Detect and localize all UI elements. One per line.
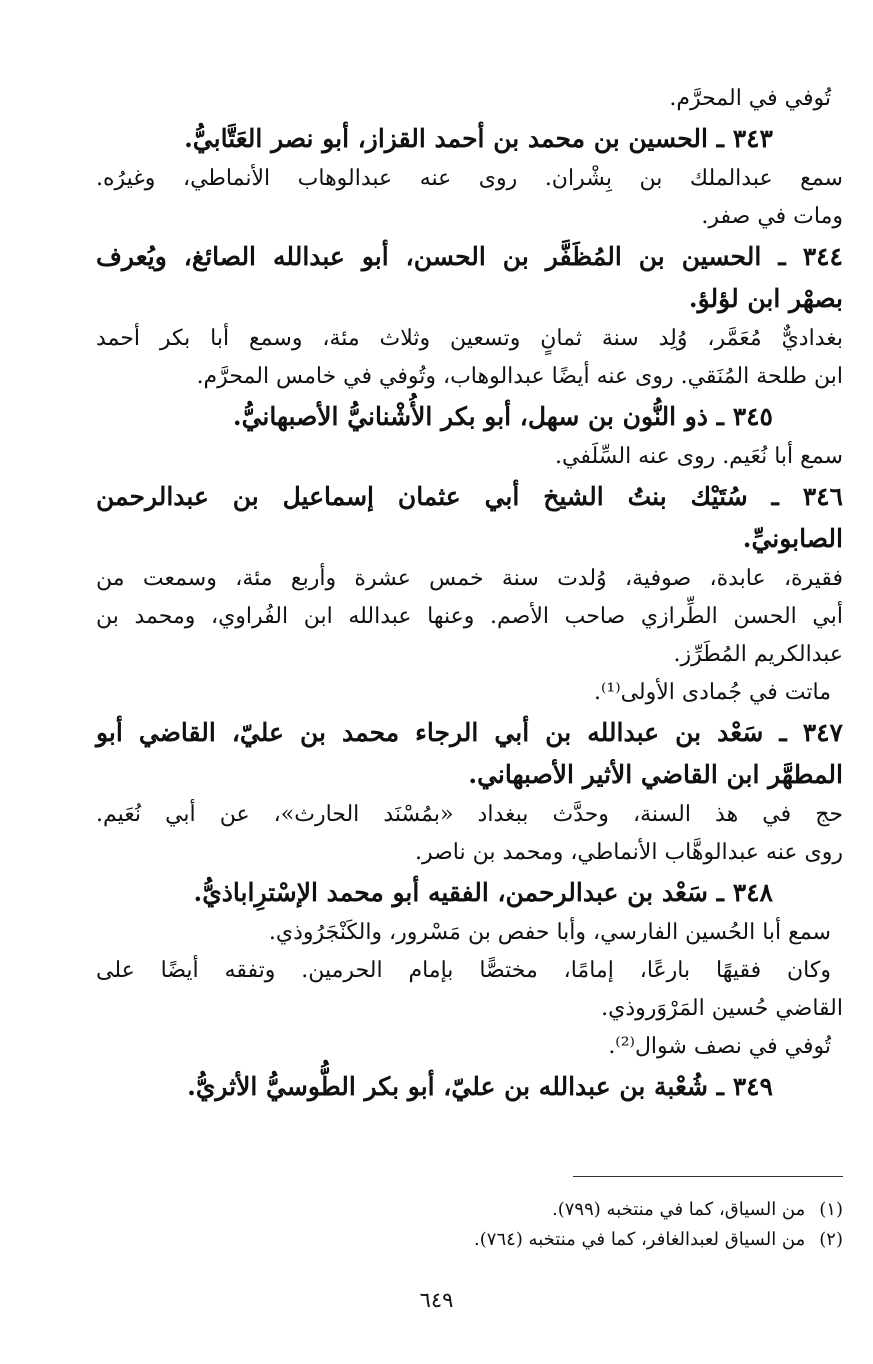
entry-heading-343: ٣٤٣ ـ الحسين بن محمد بن أحمد القزاز، أبو نصر العَتَّابيُّ. bbox=[184, 124, 773, 153]
entry-heading-347: ٣٤٧ ـ سَعْد بن عبدالله بن أبي الرجاء محمد بن عليّ، القاضي أبو bbox=[96, 718, 843, 747]
footnote-1 bbox=[96, 1195, 843, 1225]
text-line: فقيرة، عابدة، صوفية، وُلدت سنة خمس عشرة وأربع مئة، وسمعت من bbox=[96, 566, 843, 591]
text-line: روى عنه عبدالوهَّاب الأنماطي، ومحمد بن ناصر. bbox=[414, 840, 843, 865]
footnote-separator bbox=[573, 1176, 843, 1177]
footnote-number: (١) bbox=[819, 1199, 843, 1220]
footnote-text: من السياق، كما في منتخبه (٧٩٩). bbox=[552, 1199, 806, 1220]
text-line: سمع أبا نُعَيم. روى عنه السِّلَفي. bbox=[555, 444, 843, 469]
text-line: عبدالكريم المُطَرِّز. bbox=[673, 642, 843, 667]
entry-heading-344-cont: بصهْر ابن لؤلؤ. bbox=[688, 284, 843, 313]
text-line: وكان فقيهًا بارعًا، إمامًا، مختصًّا بإمام الحرمين. وتفقه أيضًا على bbox=[96, 958, 831, 983]
text-line: سمع عبدالملك بن بِشْران. روى عنه عبدالوهاب الأنماطي، وغيرُه. bbox=[96, 166, 843, 191]
entry-heading-346-cont: الصابونيِّ. bbox=[742, 524, 843, 553]
entry-heading-348: ٣٤٨ ـ سَعْد بن عبدالرحمن، الفقيه أبو محمد الإسْترِاباذيُّ. bbox=[193, 878, 773, 907]
text-line: حج في هذ السنة، وحدَّث ببغداد «بمُسْنَد الحارث»، عن أبي نُعَيم. bbox=[96, 802, 843, 827]
text-line: بغداديٌّ مُعَمَّر، وُلِد سنة ثمانٍ وتسعين وثلاث مئة، وسمع أبا بكر أحمد bbox=[96, 326, 843, 351]
text-line: سمع أبا الحُسين الفارسي، وأبا حفص بن مَسْرور، والكَنْجَرُوذي. bbox=[268, 920, 831, 945]
text-line: ومات في صفر. bbox=[701, 204, 843, 229]
text-line: تُوفي في نصف شوال⁽²⁾. bbox=[608, 1034, 831, 1059]
page-body bbox=[96, 80, 843, 1108]
text-line: القاضي حُسين المَرْوَروذي. bbox=[601, 996, 843, 1021]
footnote-text: من السياق لعبدالغافر، كما في منتخبه (٧٦٤). bbox=[474, 1229, 806, 1250]
entry-heading-346: ٣٤٦ ـ سُتَيْك بنتُ الشيخ أبي عثمان إسماعيل بن عبدالرحمن bbox=[96, 482, 843, 511]
entry-heading-344: ٣٤٤ ـ الحسين بن المُظَفَّر بن الحسن، أبو عبدالله الصائغ، ويُعرف bbox=[96, 242, 843, 271]
entry-heading-345: ٣٤٥ ـ ذو النُّون بن سهل، أبو بكر الأُشْنانيُّ الأصبهانيُّ. bbox=[232, 402, 773, 431]
text-line: أبي الحسن الطِّرازي صاحب الأصم. وعنها عبدالله ابن الفُراوي، ومحمد بن bbox=[96, 604, 843, 629]
footnote-2 bbox=[96, 1225, 843, 1255]
page-number: ٦٤٩ bbox=[419, 1288, 454, 1312]
text-line: ابن طلحة المُنَقي. روى عنه أيضًا عبدالوهاب، وتُوفي في خامس المحرَّم. bbox=[196, 364, 843, 389]
text-line: تُوفي في المحرَّم. bbox=[669, 86, 831, 111]
footnotes bbox=[96, 1195, 843, 1255]
entry-heading-349: ٣٤٩ ـ شُعْبة بن عبدالله بن عليّ، أبو بكر الطُّوسيُّ الأثريُّ. bbox=[187, 1072, 773, 1101]
entry-heading-347-cont: المطهَّر ابن القاضي الأثير الأصبهاني. bbox=[468, 760, 843, 789]
text-line: ماتت في جُمادى الأولى⁽¹⁾. bbox=[593, 680, 831, 705]
footnote-number: (٢) bbox=[819, 1229, 843, 1250]
